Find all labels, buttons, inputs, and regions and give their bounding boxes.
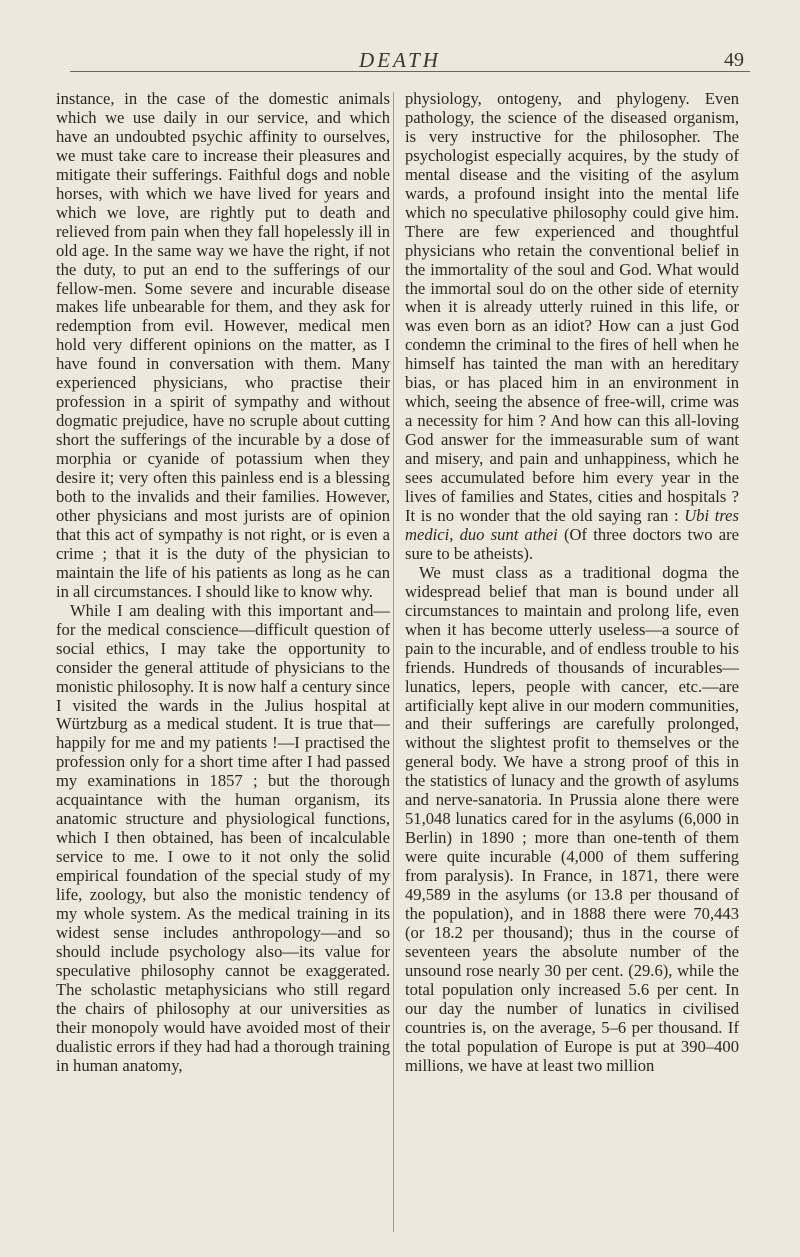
page-number: 49 <box>724 49 744 71</box>
paragraph-text: physiology, ontogeny, and phylogeny. Even pathology, the science of the diseased organism, is very instructive for the philosopher. The psychologist especially acquires, by the study of mental disease and the visiting of the asylum wards, a profound insight into the mental life which no speculative philosophy could give him. There are few experienced and thoughtful physicians who retain the conventional belief in the immortality of the soul and God. What would the immortal soul do on the other side of eternity when it is already utterly ruined in this life, or was even born as an idiot? How can a just God condemn the criminal to the fires of hell when he himself has tainted the man with an hereditary bias, or has placed him in an environment in which, seeing the absence of free-will, crime was a necessity for him ? And how can this all-loving God answer for the immeasurable sum of want and misery, and pain and unhappiness, which he sees accumulated before him every year in the lives of families and States, cities and hospitals ? It is no wonder that the old saying ran : <box>405 90 739 525</box>
paragraph: While I am dealing with this important and—for the medical conscience—difficult question of social ethics, I may take the opportunity to consider the general attitude of physicians to the monistic philosophy. It is now half a century since I visited the wards in the Julius hospital at Würtzburg as a medical student. It is true that—happily for me and my patients !—I practised the profession only for a short time after I had passed my examinations in 1857 ; but the thorough acquaintance with the human organism, its anatomic structure and physiological functions, which I then obtained, has been of incalculable service to me. I owe to it not only the solid empirical foundation of the special study of my life, zoology, but also the monistic tendency of my whole system. As the medical training in its widest sense includes anthropology—and so should include psychology also—its value for speculative philosophy cannot be exaggerated. The scholastic metaphysicians who still regard the chairs of philosophy at our universities as their monopoly would have avoided most of their dualistic errors if they had had a thorough training in human anatomy, <box>56 600 390 1075</box>
header-rule <box>70 71 750 72</box>
column-divider <box>393 92 394 1232</box>
paragraph <box>405 90 739 564</box>
quote-translation: (Of three doctors two are sure to be atheists). <box>405 524 739 563</box>
paragraph: We must class as a traditional dogma the widespread belief that man is bound under all circumstances to maintain and prolong life, even when it has become utterly useless—a source of pain to the incurable, and of endless trouble to his friends. Hundreds of thousands of incurables—lunatics, lepers, people with cancer, etc.—are artificially kept alive in our modern communities, and their sufferings are carefully prolonged, without the slightest profit to themselves or the general body. We have a strong proof of this in the statistics of lunacy and the growth of asylums and nerve-sanatoria. In Prussia alone there were 51,048 lunatics cared for in the asylums (6,000 in Berlin) in 1890 ; more than one-tenth of them were quite incurable (4,000 of them suffering from paralysis). In France, in 1871, there were 49,589 in the asylums (or 13.8 per thousand of the population), and in 1888 there were 70,443 (or 18.2 per thousand); thus in the course of seventeen years the absolute number of the unsound rose nearly 30 per cent. (29.6), while the total population only increased 5.6 per cent. In our day the number of lunatics in civilised countries is, on the average, 5–6 per thousand. If the total population of Europe is put at 390–400 millions, we have at least two million <box>405 562 739 1075</box>
latin-quote: Ubi tres medici, duo sunt athei <box>405 505 739 544</box>
running-title: DEATH <box>359 48 441 72</box>
left-column <box>56 90 390 1240</box>
running-head <box>0 48 800 78</box>
paragraph: instance, in the case of the domestic animals which we use daily in our service, and which have an undoubted psychic affinity to ourselves, we must take care to increase their pleasures and mitigate their sufferings. Faithful dogs and noble horses, with which we have lived for years and which we love, are rightly put to death and relieved from pain when they fall hopelessly ill in old age. In the same way we have the right, if not the duty, to put an end to the sufferings of our fellow-men. Some severe and incurable disease makes life unbearable for them, and they ask for redemption from evil. However, medical men hold very different opinions on the matter, as I have found in conversation with them. Many experienced physicians, who practise their profession in a spirit of sympathy and without dogmatic prejudice, have no scruple about cutting short the sufferings of the incurable by a dose of morphia or cyanide of potassium when they desire it; very often this painless end is a blessing both to the invalids and their families. However, other physicians and most jurists are of opinion that this act of sympathy is not right, or is even a crime ; that it is the duty of the physician to maintain the life of his patients as long as he can in all circumstances. I should like to know why. <box>56 90 390 601</box>
right-column <box>405 90 739 1240</box>
